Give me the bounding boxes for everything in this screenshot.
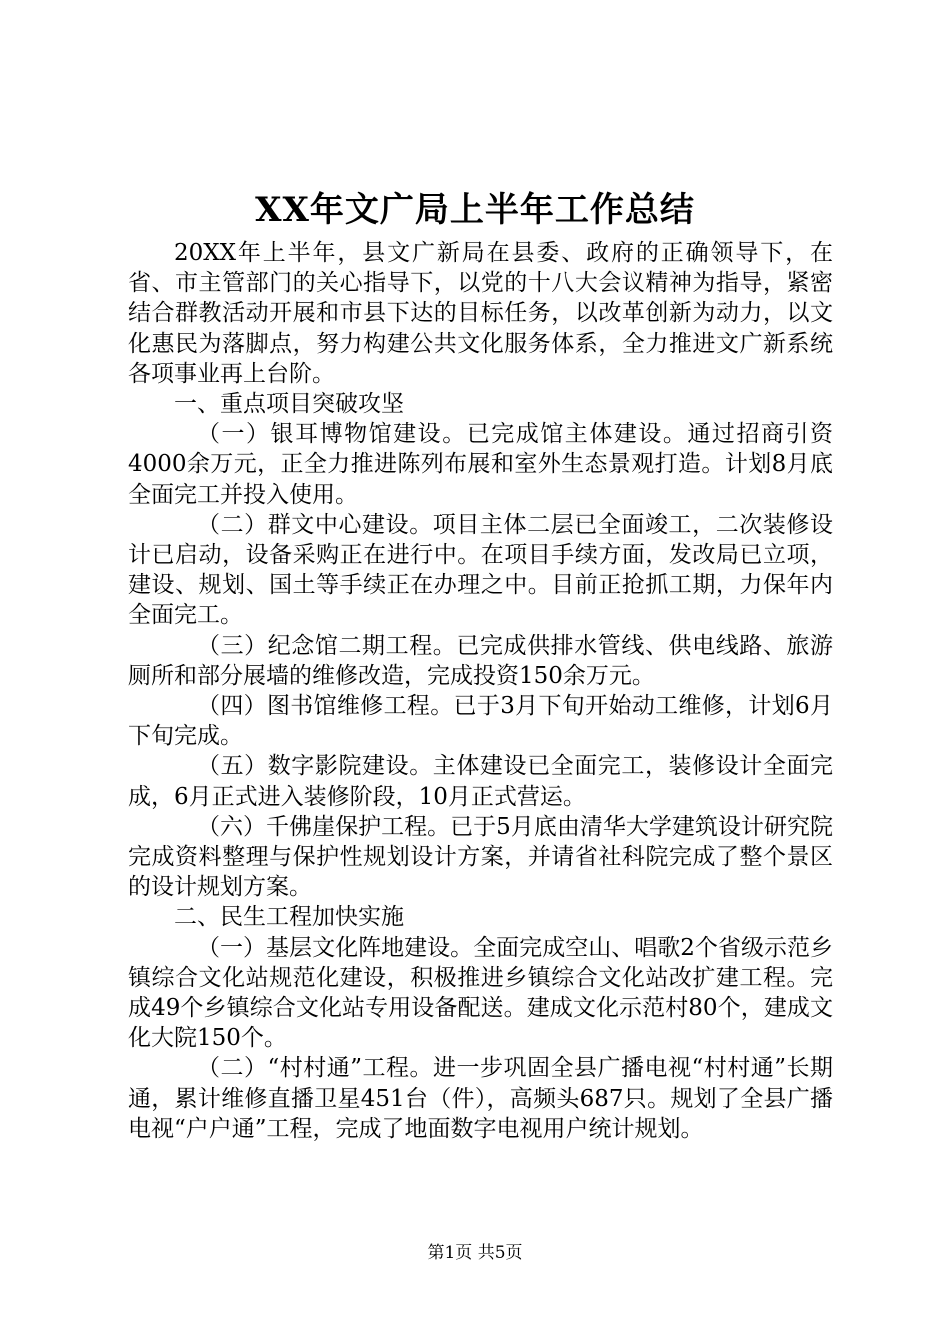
paragraph-intro: 20XX年上半年，县文广新局在县委、政府的正确领导下，在省、市主管部门的关心指导下，以党的十八大会议精神为指导，紧密结合群教活动开展和市县下达的目标任务，以改革创新为动力，以文化惠民为落脚点，努力构建公共文化服务体系，全力推进文广新系统各项事业再上台阶。 (128, 240, 833, 387)
paragraph-item: （六）千佛崖保护工程。已于5月底由清华大学建筑设计研究院完成资料整理与保护性规划设计方案，并请省社科院完成了整个景区的设计规划方案。 (128, 813, 833, 901)
paragraph-item: （五）数字影院建设。主体建设已全面完工，装修设计全面完成，6月正式进入装修阶段，10月正式营运。 (128, 753, 833, 810)
paragraph-item: （二）群文中心建设。项目主体二层已全面竣工，二次装修设计已启动，设备采购正在进行中。在项目手续方面，发改局已立项，建设、规划、国土等手续正在办理之中。目前正抢抓工期，力保年内全面完工。 (128, 511, 833, 629)
paragraph-item: （四）图书馆维修工程。已于3月下旬开始动工维修，计划6月下旬完成。 (128, 693, 833, 750)
paragraph-item: （三）纪念馆二期工程。已完成供排水管线、供电线路、旅游厕所和部分展墙的维修改造，完成投资150余万元。 (128, 632, 833, 689)
document-title: XX年文广局上半年工作总结 (255, 190, 695, 230)
paragraph-item: （一）基层文化阵地建设。全面完成空山、唱歌2个省级示范乡镇综合文化站规范化建设，积极推进乡镇综合文化站改扩建工程。完成49个乡镇综合文化站专用设备配送。建成文化示范村80个，建成文化大院150个。 (128, 934, 833, 1052)
page-number-footer: 第1页 共5页 (427, 1243, 523, 1263)
paragraph-item: （二）“村村通”工程。进一步巩固全县广播电视“村村通”长期通，累计维修直播卫星451台（件），高频头687只。规划了全县广播电视“户户通”工程，完成了地面数字电视用户统计规划。 (128, 1055, 833, 1142)
paragraph-item: （一）银耳博物馆建设。已完成馆主体建设。通过招商引资4000余万元，正全力推进陈列布展和室外生态景观打造。计划8月底全面完工并投入使用。 (128, 421, 833, 508)
section-heading-1: 一、重点项目突破攻坚 (174, 391, 404, 418)
section-heading-2: 二、民生工程加快实施 (174, 904, 404, 931)
document-body (128, 238, 833, 1144)
